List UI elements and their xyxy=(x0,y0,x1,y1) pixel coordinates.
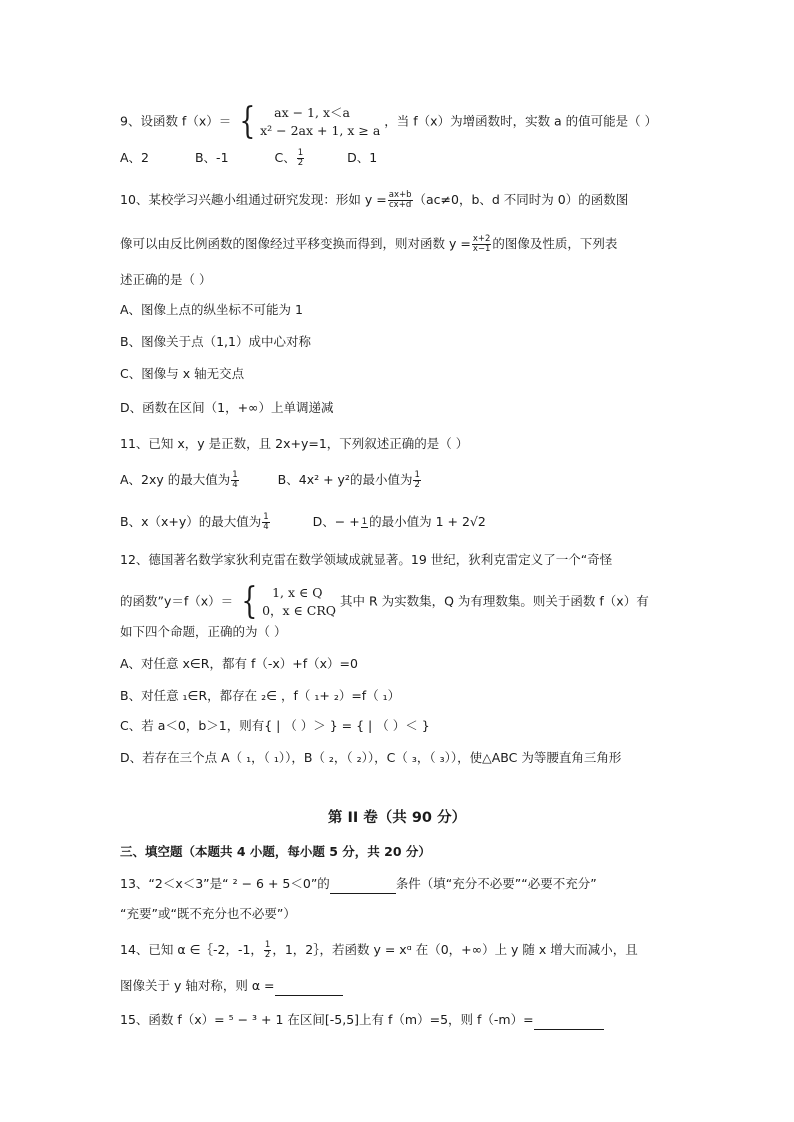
q9-tail: ，当 f（x）为增函数时，实数 a 的值可能是（ ） xyxy=(384,113,658,129)
q11-option-a: A、2xy 的最大值为 xyxy=(120,472,231,487)
q9-option-c: C、 xyxy=(274,150,296,165)
q11-option-d: D、− + xyxy=(312,514,360,529)
q12-line2: 的函数”y＝f（x）＝ { 1, x ∈ Q 0，x ∈ CRQ 其中 R 为实数集，Q 为有理数集。则关于函数 f（x）有 xyxy=(120,581,649,622)
q11-option-c: B、x（x+y）的最大值为 xyxy=(120,514,262,529)
q9-lead: 9、设函数 f（x）＝ xyxy=(120,113,232,129)
q10-option-b: B、图像关于点（1,1）成中心对称 xyxy=(120,334,311,349)
q12-brace: { xyxy=(241,581,258,622)
q15-blank xyxy=(534,1015,604,1030)
q12-cases xyxy=(262,584,336,620)
q14-line1: 14、已知 α ∈｛-2，-1， $\frac{1}{2}$ ，1，2｝，若函数 y = xᵅ 在（0，+∞）上 y 随 x 增大而减小，且 xyxy=(120,940,638,960)
q12-piece2: 0，x ∈ CRQ xyxy=(262,603,336,618)
q9-cases xyxy=(260,104,380,140)
q11-option-a-fraction: $\frac{1}{4}$ xyxy=(232,470,238,490)
q10-option-a: A、图像上点的纵坐标不可能为 1 xyxy=(120,302,303,317)
q9-option-a: A、2 xyxy=(120,150,150,165)
section3-heading: 三、填空题（本题共 4 小题，每小题 5 分，共 20 分） xyxy=(120,844,431,859)
q9-stem xyxy=(120,101,658,142)
q12-piece1: 1, x ∈ Q xyxy=(272,585,323,600)
q9-piece2: x² − 2ax + 1, x ≥ a xyxy=(260,123,381,138)
q11-option-b-fraction: $\frac{1}{2}$ xyxy=(414,470,420,490)
q14-blank xyxy=(275,981,343,996)
q14-fraction: $\frac{1}{2}$ xyxy=(264,940,271,960)
q11-stem: 11、已知 x，y 是正数，且 2x+y=1，下列叙述正确的是（ ） xyxy=(120,436,469,451)
q9-option-d: D、1 xyxy=(347,150,378,165)
q9-options xyxy=(120,148,377,168)
q10-option-d: D、函数在区间（1，+∞）上单调递减 xyxy=(120,400,334,415)
q9-piecewise xyxy=(235,101,381,142)
q11-row1 xyxy=(120,470,422,490)
q11-option-c-fraction: $\frac{1}{4}$ xyxy=(263,512,269,532)
q13-line2: “充要”或“既不充分也不必要”） xyxy=(120,906,296,921)
q13-line1: 13、“2＜x＜3”是“ ² − 6 + 5＜0”的 条件（填“充分不必要”“必要不充分” xyxy=(120,874,597,894)
q12-piecewise xyxy=(237,581,336,622)
q10-line1: 10、某校学习兴趣小组通过研究发现：形如 y = $\frac{ax+b}{cx+d}$ （ac≠0，b、d 不同时为 0）的函数图 xyxy=(120,190,629,210)
q11-option-d-fraction: 1 xyxy=(361,516,368,527)
part2-title: 第 II 卷（共 90 分） xyxy=(327,810,467,826)
q10-fraction-2: $\frac{x+2}{x-1}$ xyxy=(472,234,491,254)
q12-option-a: A、对任意 x∈R，都有 f（-x）+f（x）=0 xyxy=(120,656,358,671)
q11-row2 xyxy=(120,512,486,532)
q13-blank xyxy=(330,879,396,894)
q10-option-c: C、图像与 x 轴无交点 xyxy=(120,366,245,381)
q12-option-b: B、对任意 ₁∈R，都存在 ₂∈ ，f（ ₁+ ₂）=f（ ₁） xyxy=(120,688,401,703)
q12-line3: 如下四个命题，正确的为（ ） xyxy=(120,624,287,639)
q11-option-b: B、4x² + y²的最小值为 xyxy=(277,472,413,487)
q9-option-b: B、-1 xyxy=(194,150,229,165)
q15-line1: 15、函数 f（x）= ⁵ − ³ + 1 在区间[-5,5]上有 f（m）=5，则 f（-m）= xyxy=(120,1010,604,1030)
q12-option-d: D、若存在三个点 A（ ₁，（ ₁）），B（ ₂，（ ₂）），C（ ₃，（ ₃）），使△ABC 为等腰直角三角形 xyxy=(120,750,622,765)
q10-fraction-1: $\frac{ax+b}{cx+d}$ xyxy=(388,190,412,210)
q14-line2: 图像关于 y 轴对称，则 α = xyxy=(120,976,343,996)
q10-line2: 像可以由反比例函数的图像经过平移变换而得到，则对函数 y = $\frac{x+2}{x-1}$ 的图像及性质，下列表 xyxy=(120,234,618,254)
q12-line1: 12、德国著名数学家狄利克雷在数学领域成就显著。19 世纪，狄利克雷定义了一个“奇怪 xyxy=(120,552,613,567)
q9-option-c-fraction: $\frac{1}{2}$ xyxy=(297,148,304,168)
q10-line3: 述正确的是（ ） xyxy=(120,272,212,287)
q11-option-d-tail: 的最小值为 1 + 2√2 xyxy=(369,514,486,529)
q12-option-c: C、若 a＜0，b＞1，则有{ | （ ）＞ } = { | （ ）＜ } xyxy=(120,718,430,733)
q9-piece1: ax − 1, x＜a xyxy=(274,105,350,120)
q9-brace: { xyxy=(239,101,256,142)
